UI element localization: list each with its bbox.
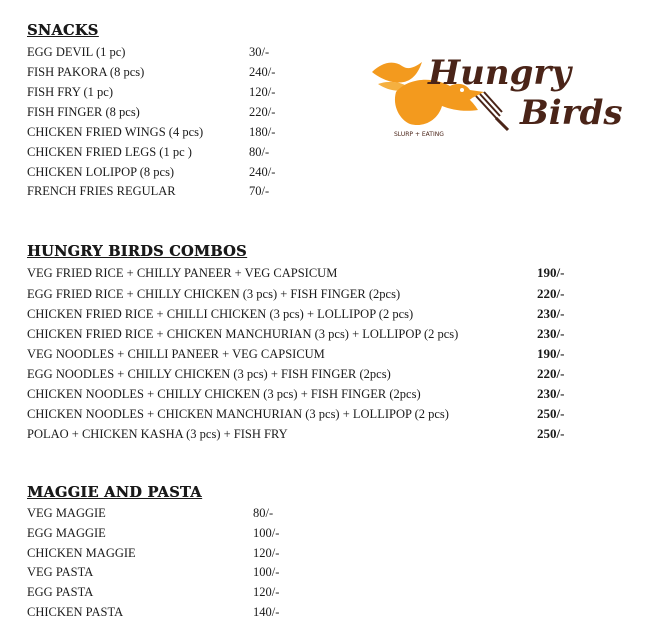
- item-price: 230/-: [537, 326, 565, 341]
- item-price: 120/-: [249, 85, 276, 99]
- item-price: 220/-: [537, 286, 565, 301]
- item-price: 180/-: [249, 125, 276, 139]
- item-name: VEG PASTA: [27, 565, 94, 579]
- item-name: EGG DEVIL (1 pc): [27, 45, 126, 59]
- item-name: VEG MAGGIE: [27, 506, 106, 520]
- item-price: 190/-: [537, 265, 565, 280]
- item-price: 250/-: [537, 426, 565, 441]
- item-price: 140/-: [253, 605, 280, 619]
- item-name: CHICKEN NOODLES + CHILLY CHICKEN (3 pcs) + FISH FINGER (2pcs): [27, 387, 421, 401]
- item-name: FISH PAKORA (8 pcs): [27, 65, 145, 79]
- item-name: EGG PASTA: [27, 585, 94, 599]
- item-price: 70/-: [249, 184, 270, 198]
- item-name: FISH FRY (1 pc): [27, 85, 114, 99]
- item-name: CHICKEN FRIED RICE + CHICKEN MANCHURIAN (3 pcs) + LOLLIPOP (2 pcs): [27, 327, 459, 341]
- item-price: 120/-: [253, 546, 280, 560]
- item-price: 240/-: [249, 65, 276, 79]
- item-name: VEG NOODLES + CHILLI PANEER + VEG CAPSICUM: [27, 347, 325, 361]
- logo-word-hungry: Hungry: [428, 53, 572, 93]
- item-name: CHICKEN PASTA: [27, 605, 124, 619]
- item-price: 190/-: [537, 346, 565, 361]
- logo-tagline: SLURP + EATING: [394, 131, 444, 138]
- item-price: 220/-: [249, 105, 276, 119]
- item-price: 80/-: [253, 506, 274, 520]
- item-price: 230/-: [537, 306, 565, 321]
- item-name: CHICKEN FRIED RICE + CHILLI CHICKEN (3 pcs) + LOLLIPOP (2 pcs): [27, 307, 414, 321]
- item-price: 250/-: [537, 406, 565, 421]
- item-price: 240/-: [249, 165, 276, 179]
- item-price: 80/-: [249, 145, 270, 159]
- item-price: 220/-: [537, 366, 565, 381]
- item-name: CHICKEN NOODLES + CHICKEN MANCHURIAN (3 pcs) + LOLLIPOP (2 pcs): [27, 407, 449, 421]
- item-price: 120/-: [253, 585, 280, 599]
- item-name: EGG NOODLES + CHILLY CHICKEN (3 pcs) + FISH FINGER (2pcs): [27, 367, 391, 381]
- section-title-snacks: SNACKS: [27, 22, 99, 39]
- item-name: EGG MAGGIE: [27, 526, 106, 540]
- section-title-combos: HUNGRY BIRDS COMBOS: [27, 243, 247, 260]
- hungry-birds-logo: [368, 48, 634, 140]
- item-price: 30/-: [249, 45, 270, 59]
- item-name: EGG FRIED RICE + CHILLY CHICKEN (3 pcs) + FISH FINGER (2pcs): [27, 287, 401, 301]
- logo-word-birds: Birds: [520, 93, 623, 133]
- item-price: 230/-: [537, 386, 565, 401]
- item-name: CHICKEN LOLIPOP (8 pcs): [27, 165, 175, 179]
- item-price: 100/-: [253, 565, 280, 579]
- item-name: POLAO + CHICKEN KASHA (3 pcs) + FISH FRY: [27, 427, 288, 441]
- item-price: 100/-: [253, 526, 280, 540]
- section-title-maggie-pasta: MAGGIE AND PASTA: [27, 484, 202, 501]
- item-name: FRENCH FRIES REGULAR: [27, 184, 176, 198]
- item-name: CHICKEN FRIED LEGS (1 pc ): [27, 145, 192, 159]
- item-name: VEG FRIED RICE + CHILLY PANEER + VEG CAPSICUM: [27, 266, 338, 280]
- item-name: CHICKEN MAGGIE: [27, 546, 136, 560]
- item-name: FISH FINGER (8 pcs): [27, 105, 140, 119]
- item-name: CHICKEN FRIED WINGS (4 pcs): [27, 125, 204, 139]
